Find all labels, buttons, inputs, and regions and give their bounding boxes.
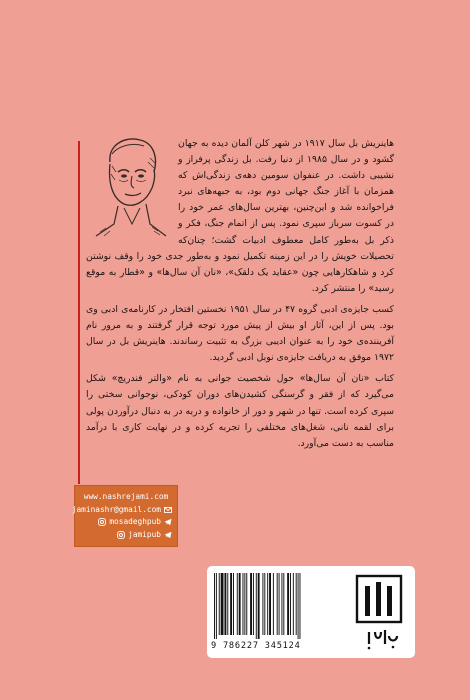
accent-rule [78,141,80,484]
author-bio [86,136,394,457]
bio-paragraph-2: کسب جایزه‌ی ادبی گروه ۴۷ در سال ۱۹۵۱ نخستین افتخار در کارنامه‌ی ادبی وی بود. پس از این، آثار او بیش از پیش مورد توجه قرار گرفتند و به مرور نام آفریننده‌ی خود را به عنوان ادیبی بزرگ به تثبیت رساندند. هاینریش بل در سال ۱۹۷۲ موفق به دریافت جایزه‌ی نوبل ادبی گردید. [86,303,394,364]
telegram-row [80,516,172,529]
telegram-handle[interactable]: mosadeghpub [109,517,161,527]
mail-icon [164,506,172,514]
telegram-icon [164,518,172,526]
instagram-icon [117,531,125,539]
bio-paragraph-3: کتاب «نان آن سال‌ها» حول شخصیت جوانی به نام «والتر فندریچ» شکل می‌گیرد که از فقر و گرسنگی کشیدن‌های دوران کودکی، نوجوانی سختی را سپری کرده است. تنها در شهر و دور از خانواده و دربه در به دنبال درآوردن پولی برای لقمه نانی، شغل‌های مختلفی را تجربه کرده و در نهایت کاری با درآمد مناسب به دست می‌آورد. [86,373,394,449]
telegram-icon [164,531,172,539]
website-link[interactable]: www.nashrejami.com [83,492,169,501]
publisher-logo [355,574,403,652]
website-row [80,491,172,504]
instagram-row [80,529,172,542]
barcode-sticker [207,566,415,658]
bio-paragraph-1: هاینریش بل سال ۱۹۱۷ در شهر کلن آلمان دیده به جهان گشود و در سال ۱۹۸۵ از دنیا رفت. بل زندگی پرفراز و نشیبی داشت. در عنفوان سومین دهه‌ی زندگی‌اش که همزمان با آغاز جنگ جهانی دوم بود، به جبهه‌های نبرد فراخوانده شد و این‌چنین، بهترین سال‌های عمر خود را در کسوت سرباز سپری نمود. پس از اتمام جنگ، فکر و ذکر بل به‌طور کامل معطوف ادبیات گشت؛ چنان‌که تحصیلات خویش را در این زمینه تکمیل نمود و به‌طور جدی خود را وقف نوشتن کرد و شاهکارهایی چون «عقاید یک دلقک»، «نان آن سال‌ها» و «قطار به موقع رسید» را منتشر کرد. [86,138,395,294]
isbn-number: 9 786227 345124 [211,641,301,651]
barcode [212,573,345,639]
email-row [71,504,172,517]
portrait-spacer [92,136,178,248]
instagram-icon [98,518,106,526]
instagram-handle[interactable]: jamipub [128,529,161,539]
publisher-contact-box [71,485,178,547]
email-link[interactable]: jaminashr@gmail.com [71,504,161,514]
